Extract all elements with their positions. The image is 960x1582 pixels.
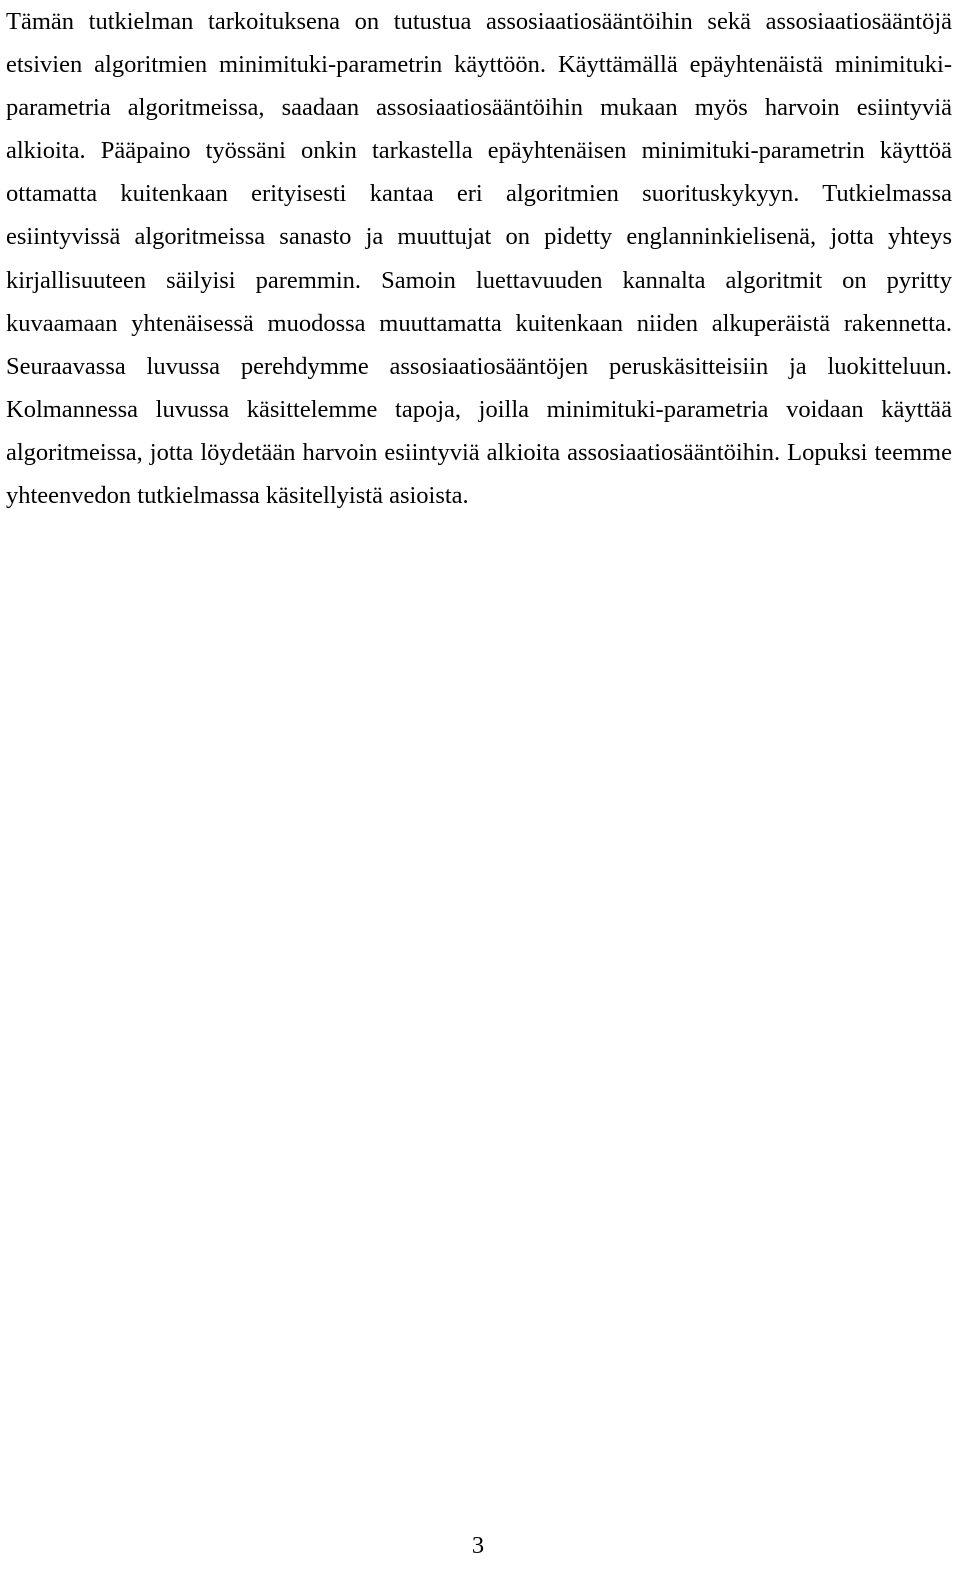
body-paragraph: Tämän tutkielman tarkoituksena on tutustua assosiaatiosääntöihin sekä assosiaatiosääntöjä etsivien algoritmien minimituki-parametrin käyttöön. Käyttämällä epäyhtenäistä minimituki-parametria algoritmeissa, saadaan assosiaatiosääntöihin mukaan myös harvoin esiintyviä alkioita. Pääpaino työssäni onkin tarkastella epäyhtenäisen minimituki-parametrin käyttöä ottamatta kuitenkaan erityisesti kantaa eri algoritmien suorituskykyyn. Tutkielmassa esiintyvissä algoritmeissa sanasto ja muuttujat on pidetty englanninkielisenä, jotta yhteys kirjallisuuteen säilyisi paremmin. Samoin luettavuuden kannalta algoritmit on pyritty kuvaamaan yhtenäisessä muodossa muuttamatta kuitenkaan niiden alkuperäistä rakennetta. Seuraavassa luvussa perehdymme assosiaatiosääntöjen peruskäsitteisiin ja luokitteluun. Kolmannessa luvussa käsittelemme tapoja, joilla minimituki-parametria voidaan käyttää algoritmeissa, jotta löydetään harvoin esiintyviä alkioita assosiaatiosääntöihin. Lopuksi teemme yhteenvedon tutkielmassa käsitellyistä asioista. (6, 8, 952, 510)
page-number: 3 (471, 1532, 485, 1559)
